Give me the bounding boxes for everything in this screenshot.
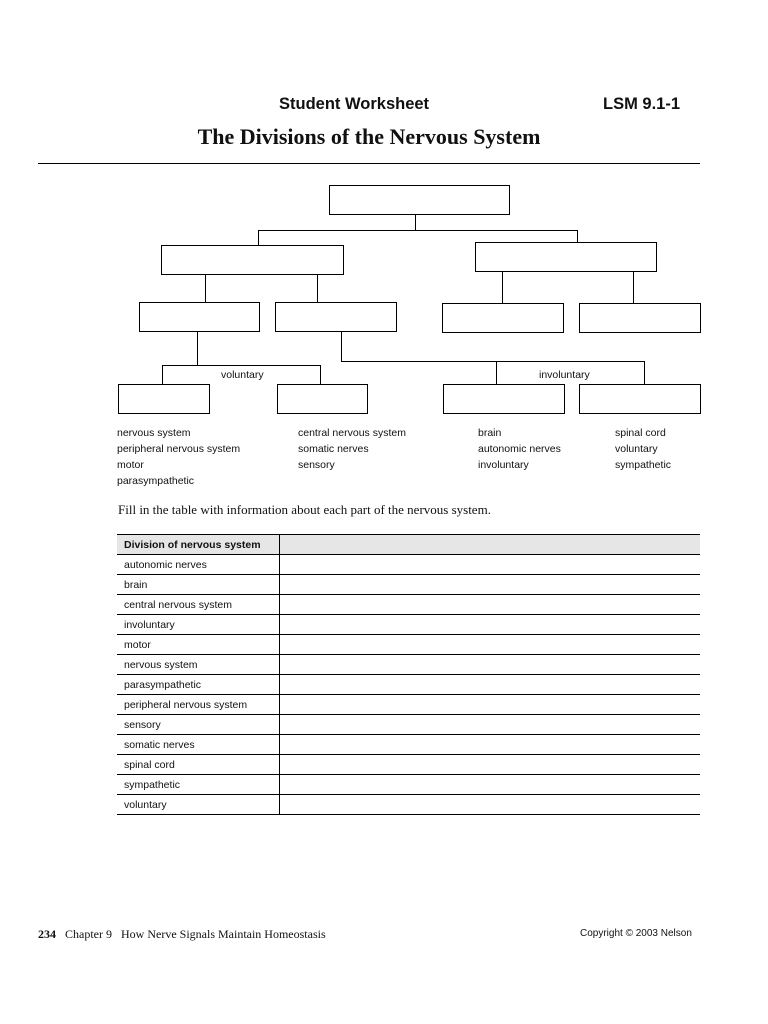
word-bank-term: sensory [298, 459, 335, 471]
branch-label-voluntary: voluntary [221, 369, 264, 381]
diagram-box-level3-4[interactable] [579, 303, 701, 333]
word-bank-term: parasympathetic [117, 475, 195, 487]
word-bank-column [298, 425, 406, 473]
diagram-box-level4-1[interactable] [118, 384, 210, 414]
column-header-info [280, 535, 701, 555]
worksheet-label: Student Worksheet [279, 95, 430, 113]
lesson-code: LSM 9.1-1 [603, 95, 681, 113]
division-name: parasympathetic [117, 675, 280, 695]
info-cell[interactable] [280, 715, 701, 735]
info-cell[interactable] [280, 695, 701, 715]
copyright: Copyright © 2003 Nelson [580, 928, 692, 939]
connector [644, 361, 645, 385]
word-bank-column [615, 425, 671, 473]
info-cell[interactable] [280, 615, 701, 635]
division-name: involuntary [117, 615, 280, 635]
division-name: autonomic nerves [117, 555, 280, 575]
table-row [117, 635, 700, 655]
word-bank-term: sympathetic [615, 459, 672, 471]
word-bank-term: autonomic nerves [478, 443, 561, 455]
info-cell[interactable] [280, 555, 701, 575]
diagram-box-level2-right[interactable] [475, 242, 657, 272]
page-title: The Divisions of the Nervous System [197, 124, 541, 149]
connector [162, 365, 163, 385]
table-row [117, 575, 700, 595]
info-cell[interactable] [280, 575, 701, 595]
table-row [117, 775, 700, 795]
division-name: peripheral nervous system [117, 695, 280, 715]
connector [341, 361, 644, 362]
table-row [117, 755, 700, 775]
table-row [117, 715, 700, 735]
info-cell[interactable] [280, 595, 701, 615]
diagram-box-level4-3[interactable] [443, 384, 565, 414]
table-row [117, 735, 700, 755]
diagram-box-level3-2[interactable] [275, 302, 397, 332]
division-name: somatic nerves [117, 735, 280, 755]
connector [341, 331, 342, 361]
diagram-box-level4-4[interactable] [579, 384, 701, 414]
connector [317, 274, 318, 302]
table-row [117, 655, 700, 675]
division-name: central nervous system [117, 595, 280, 615]
info-cell[interactable] [280, 755, 701, 775]
info-cell[interactable] [280, 775, 701, 795]
connector [577, 230, 578, 242]
connector [205, 274, 206, 302]
word-bank-term: nervous system [117, 427, 191, 439]
header-divider [38, 163, 700, 164]
diagram-box-level4-2[interactable] [277, 384, 368, 414]
connector [415, 214, 416, 230]
table-row [117, 595, 700, 615]
word-bank-term: motor [117, 459, 144, 471]
division-name: sensory [117, 715, 280, 735]
branch-label-involuntary: involuntary [539, 369, 590, 381]
word-bank-term: voluntary [615, 443, 658, 455]
info-cell[interactable] [280, 735, 701, 755]
page-number: 234 [38, 927, 56, 941]
connector [258, 230, 578, 231]
word-bank-column [478, 425, 561, 473]
word-bank-term: spinal cord [615, 427, 666, 439]
connector [320, 365, 321, 385]
info-cell[interactable] [280, 655, 701, 675]
division-name: sympathetic [117, 775, 280, 795]
info-cell[interactable] [280, 795, 701, 815]
table-row [117, 695, 700, 715]
word-bank-term: somatic nerves [298, 443, 369, 455]
connector [258, 230, 259, 246]
connector [197, 331, 198, 365]
diagram-box-level3-3[interactable] [442, 303, 564, 333]
diagram-box-level3-1[interactable] [139, 302, 260, 332]
division-name: spinal cord [117, 755, 280, 775]
info-cell[interactable] [280, 635, 701, 655]
table-row [117, 555, 700, 575]
table-header-row [117, 535, 700, 555]
division-name: motor [117, 635, 280, 655]
division-name: nervous system [117, 655, 280, 675]
footer-chapter [38, 927, 326, 942]
division-table [117, 534, 700, 815]
word-bank-term: central nervous system [298, 427, 406, 439]
word-bank-column [117, 425, 240, 489]
word-bank-term: brain [478, 427, 502, 439]
connector [633, 271, 634, 303]
table-row [117, 795, 700, 815]
chapter-label: Chapter 9 [65, 927, 112, 941]
diagram-box-level2-left[interactable] [161, 245, 344, 275]
division-name: brain [117, 575, 280, 595]
table-row [117, 675, 700, 695]
instructions: Fill in the table with information about each part of the nervous system. [118, 502, 491, 517]
diagram-box-root[interactable] [329, 185, 510, 215]
info-cell[interactable] [280, 675, 701, 695]
connector [502, 271, 503, 303]
column-header-division: Division of nervous system [117, 535, 280, 555]
connector [162, 365, 320, 366]
chapter-title: How Nerve Signals Maintain Homeostasis [121, 927, 326, 941]
connector [496, 361, 497, 385]
word-bank-term: peripheral nervous system [117, 443, 241, 455]
division-name: voluntary [117, 795, 280, 815]
word-bank-term: involuntary [478, 459, 529, 471]
table-row [117, 615, 700, 635]
